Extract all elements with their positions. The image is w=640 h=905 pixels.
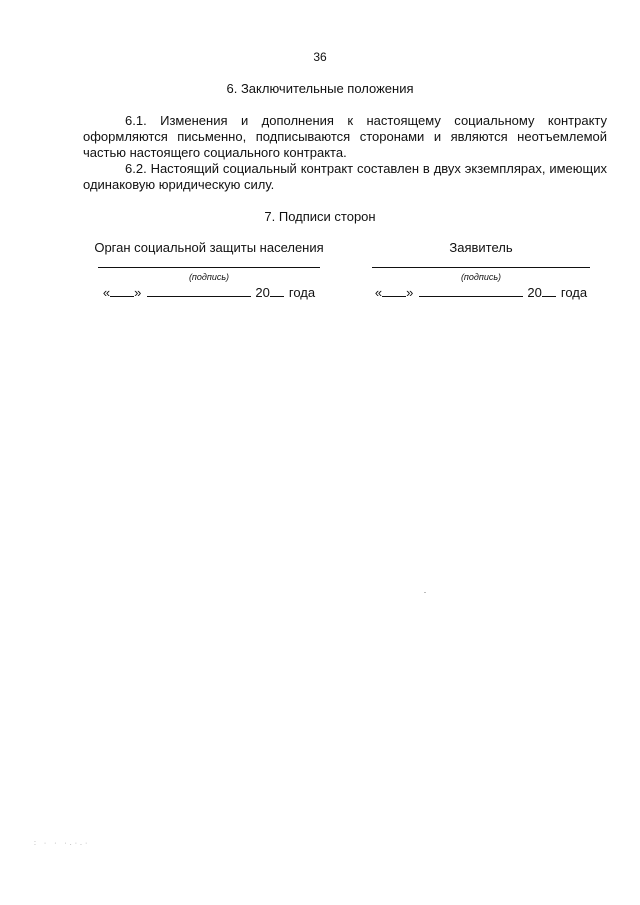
signature-line	[372, 267, 590, 268]
section-7-title: 7. Подписи сторон	[264, 209, 376, 224]
paragraph-6-1: 6.1. Изменения и дополнения к настоящему социальному контракту оформляются письменно, подписываются сторонами и являются неотъемлемой частью настоящего социального контракта.	[83, 113, 607, 160]
section-6-title: 6. Заключительные положения	[226, 81, 414, 96]
month-blank	[419, 284, 523, 297]
year-prefix: 20	[255, 285, 270, 300]
signature-caption: (подпись)	[460, 272, 502, 282]
day-blank	[110, 284, 134, 297]
date-line	[356, 284, 606, 300]
year-suffix: года	[288, 285, 316, 300]
close-quote: »	[134, 285, 142, 300]
day-blank	[382, 284, 406, 297]
year-blank	[542, 284, 556, 297]
party-title-applicant: Заявитель	[449, 240, 513, 255]
paragraph-6-2: 6.2. Настоящий социальный контракт составлен в двух экземплярах, имеющих одинаковую юридическую силу.	[83, 161, 607, 192]
close-quote: »	[406, 285, 414, 300]
scan-artifact	[424, 592, 426, 593]
month-blank	[147, 284, 251, 297]
signature-caption: (подпись)	[188, 272, 230, 282]
party-title-authority: Орган социальной защиты населения	[94, 240, 324, 255]
year-suffix: года	[560, 285, 588, 300]
open-quote: «	[374, 285, 383, 300]
year-blank	[270, 284, 284, 297]
signature-line	[98, 267, 320, 268]
date-line	[84, 284, 334, 300]
year-prefix: 20	[527, 285, 542, 300]
page-number: 36	[313, 50, 327, 64]
signature-block-applicant	[356, 239, 606, 300]
footer-marks: : · · ·.·.·	[34, 840, 91, 847]
signature-block-authority	[84, 239, 334, 300]
open-quote: «	[102, 285, 111, 300]
